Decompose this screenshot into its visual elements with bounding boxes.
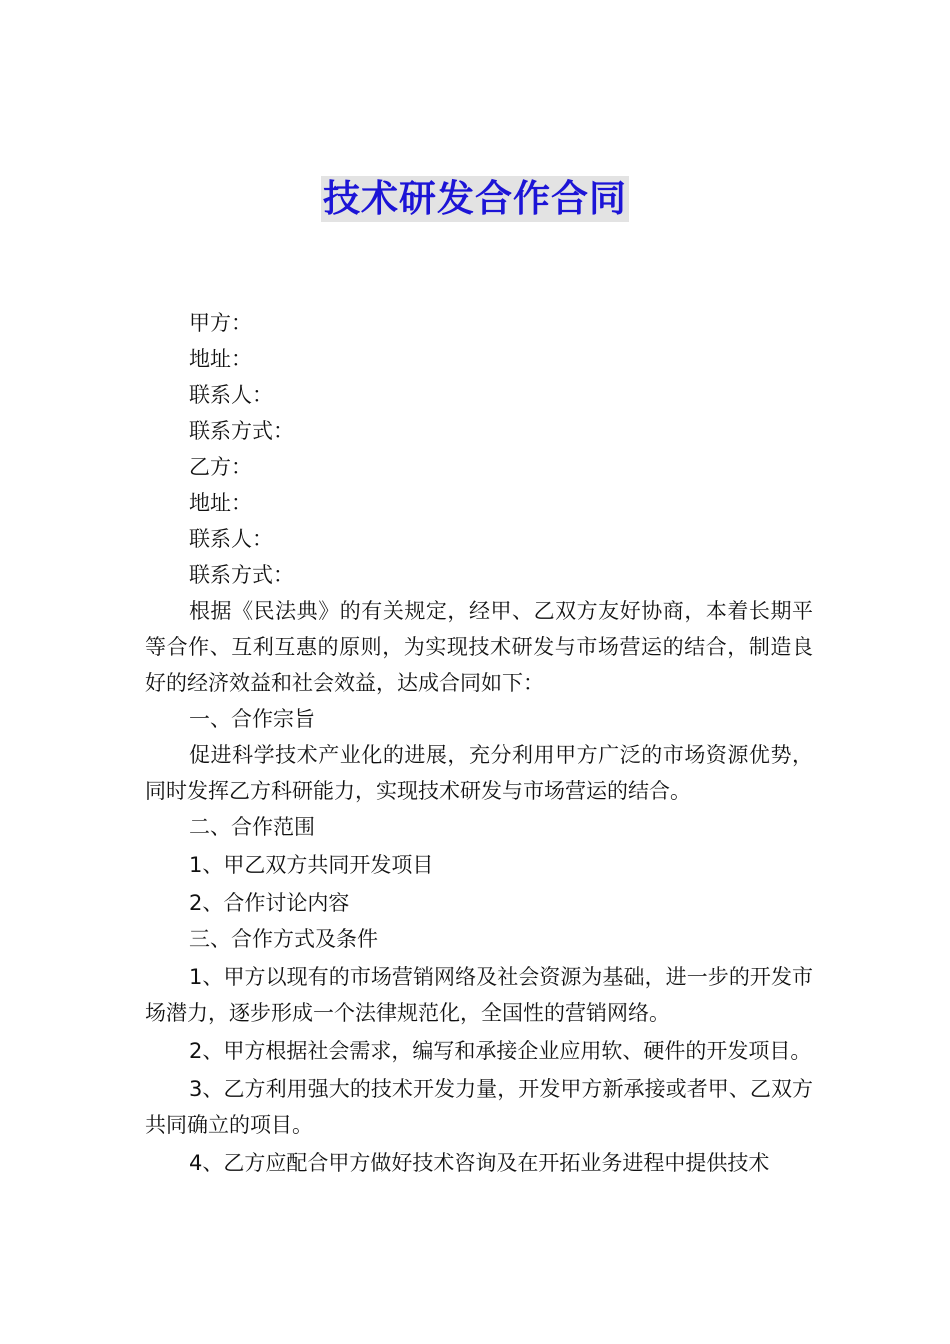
party-a-label: 甲方：	[189, 311, 252, 335]
party-b-label: 乙方：	[189, 455, 252, 479]
section-heading-purpose: 一、合作宗旨	[189, 707, 315, 731]
party-a-address: 地址：	[189, 347, 252, 371]
party-a-contact-method: 联系方式：	[189, 419, 294, 443]
party-a-contact: 联系人：	[189, 383, 273, 407]
document-body	[145, 305, 813, 1181]
document-title: 技术研发合作合同	[323, 177, 627, 220]
party-b-contact-method: 联系方式：	[189, 563, 294, 587]
section-heading-scope: 二、合作范围	[189, 815, 315, 839]
party-b-contact: 联系人：	[189, 527, 273, 551]
scope-item-2: 2、合作讨论内容	[189, 891, 350, 915]
method-item-1: 1、甲方以现有的市场营销网络及社会资源为基础，进一步的开发市场潜力，逐步形成一个法律规范化，全国性的营销网络。	[145, 965, 813, 1025]
method-item-4: 4、乙方应配合甲方做好技术咨询及在开拓业务进程中提供技术	[189, 1151, 770, 1175]
preamble-paragraph: 根据《民法典》的有关规定，经甲、乙双方友好协商，本着长期平等合作、互利互惠的原则，为实现技术研发与市场营运的结合，制造良好的经济效益和社会效益，达成合同如下：	[145, 599, 813, 695]
title-container	[0, 176, 950, 222]
party-b-address: 地址：	[189, 491, 252, 515]
purpose-paragraph: 促进科学技术产业化的进展，充分利用甲方广泛的市场资源优势，同时发挥乙方科研能力，实现技术研发与市场营运的结合。	[145, 743, 813, 803]
method-item-2: 2、甲方根据社会需求，编写和承接企业应用软、硬件的开发项目。	[189, 1039, 812, 1063]
method-item-3: 3、乙方利用强大的技术开发力量，开发甲方新承接或者甲、乙双方共同确立的项目。	[145, 1077, 813, 1137]
scope-item-1: 1、甲乙双方共同开发项目	[189, 853, 434, 877]
section-heading-method: 三、合作方式及条件	[189, 927, 378, 951]
